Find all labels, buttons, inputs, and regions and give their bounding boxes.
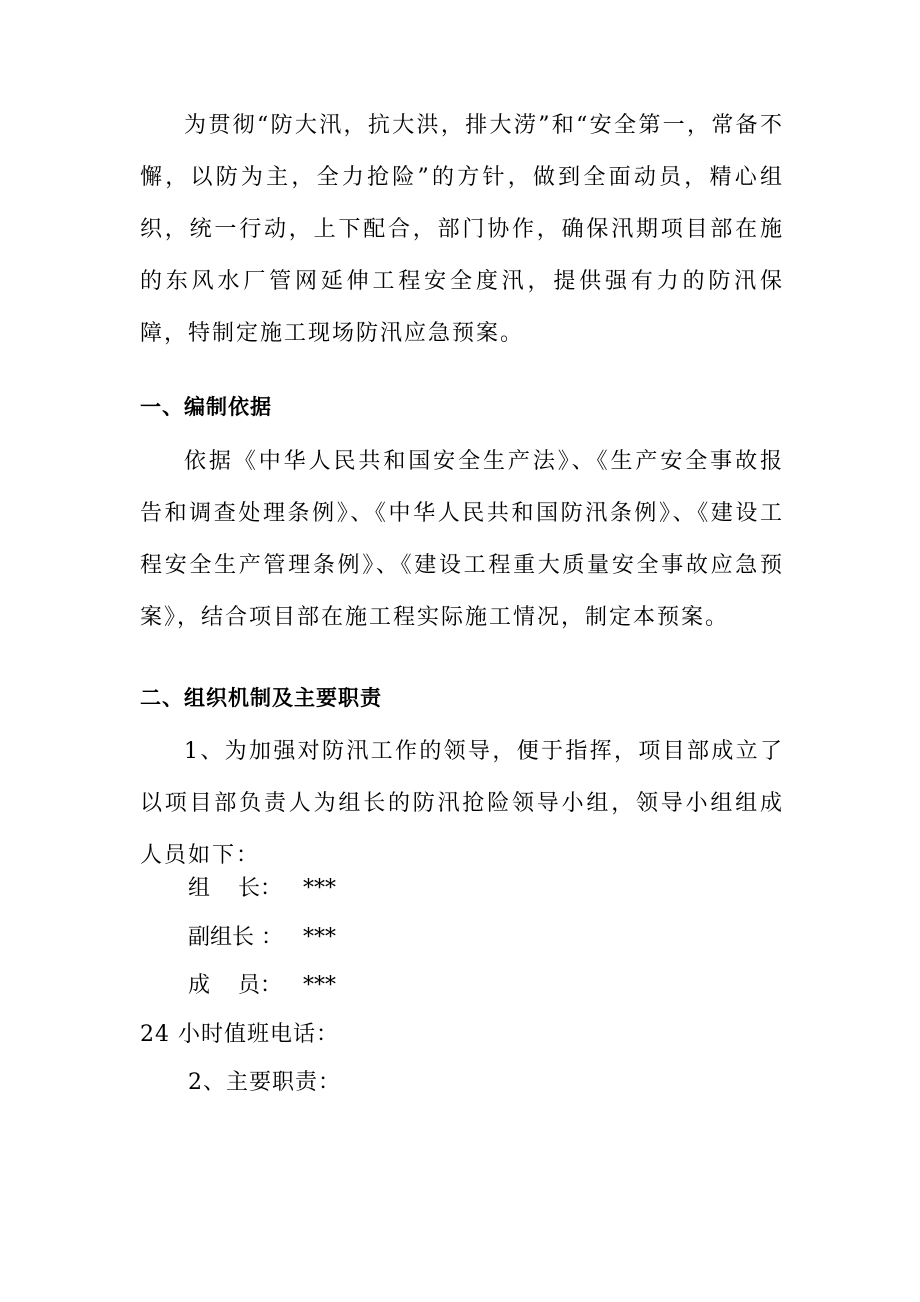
hotline-label: 24 小时值班电话： bbox=[140, 1022, 339, 1047]
roster-role: 成 员： bbox=[188, 973, 282, 998]
roster-row-deputy bbox=[188, 923, 336, 953]
intro-paragraph: 为贯彻“防大汛，抗大洪，排大涝”和“安全第一，常备不懈，以防为主，全力抢险”的方针，做到全面动员，精心组织，统一行动，上下配合，部门协作，确保汛期项目部在施的东风水厂管网延伸工程安全度汛，提供强有力的防汛保障，特制定施工现场防汛应急预案。 bbox=[140, 113, 784, 346]
roster-name: *** bbox=[303, 973, 336, 998]
roster-role: 副组长 ： bbox=[188, 925, 283, 950]
section-2-item-1: 1、为加强对防汛工作的领导，便于指挥，项目部成立了以项目部负责人为组长的防汛抢险领导小组，领导小组组成人员如下： bbox=[140, 739, 784, 868]
roster-row-leader bbox=[188, 874, 336, 904]
roster-role: 组 长： bbox=[188, 876, 282, 901]
roster-row-members bbox=[188, 971, 336, 1001]
section-1-body: 依据《中华人民共和国安全生产法》、《生产安全事故报告和调查处理条例》、《中华人民共和国防汛条例》、《建设工程安全生产管理条例》、《建设工程重大质量安全事故应急预案》，结合项目部在施工程实际施工情况，制定本预案。 bbox=[140, 449, 784, 630]
section-2-heading: 二、组织机制及主要职责 bbox=[140, 686, 382, 710]
roster-name: *** bbox=[303, 876, 336, 901]
roster-name: *** bbox=[303, 925, 336, 950]
section-1-heading: 一、编制依据 bbox=[140, 395, 272, 419]
section-2-item-2: 2、主要职责： bbox=[188, 1070, 341, 1095]
